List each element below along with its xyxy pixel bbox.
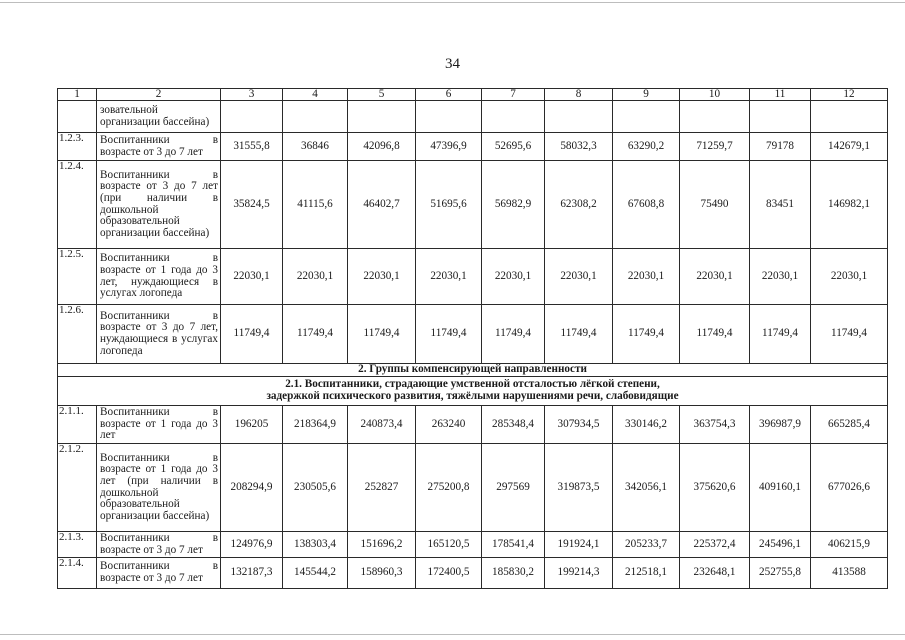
table-row [58,249,888,305]
value-cell: 185830,2 [482,558,545,589]
value-cell: 138303,4 [283,532,348,558]
value-cell: 71259,7 [680,133,750,161]
value-cell: 58032,3 [545,133,613,161]
row-code-cell: 2.1.2. [58,444,97,532]
value-cell: 199214,3 [545,558,613,589]
value-cell: 406215,9 [811,532,888,558]
row-code-cell: 1.2.3. [58,133,97,161]
value-cell: 232648,1 [680,558,750,589]
value-cell: 47396,9 [416,133,482,161]
column-number-cell: 8 [545,89,613,101]
value-cell: 252755,8 [750,558,811,589]
value-cell: 330146,2 [613,406,680,444]
value-cell: 275200,8 [416,444,482,532]
value-cell: 297569 [482,444,545,532]
row-description-cell: Воспитанники в возрасте от 3 до 7 лет (при наличии в дошкольной образовательной организации бассейна) [97,161,221,249]
value-cell: 79178 [750,133,811,161]
value-cell: 11749,4 [545,305,613,364]
value-cell: 11749,4 [416,305,482,364]
value-cell: 151696,2 [348,532,416,558]
table-row [58,532,888,558]
value-cell: 212518,1 [613,558,680,589]
table-row [58,133,888,161]
value-cell [416,101,482,133]
column-number-row [58,89,888,101]
value-cell: 677026,6 [811,444,888,532]
value-cell: 225372,4 [680,532,750,558]
value-cell: 205233,7 [613,532,680,558]
value-cell [221,101,283,133]
column-number-cell: 1 [58,89,97,101]
table-row [58,406,888,444]
value-cell: 35824,5 [221,161,283,249]
value-cell: 22030,1 [221,249,283,305]
row-description-cell: Воспитанники в возрасте от 3 до 7 лет [97,133,221,161]
value-cell: 11749,4 [221,305,283,364]
column-number-cell: 6 [416,89,482,101]
value-cell [482,101,545,133]
value-cell: 75490 [680,161,750,249]
value-cell: 11749,4 [811,305,888,364]
value-cell: 132187,3 [221,558,283,589]
value-cell: 31555,8 [221,133,283,161]
column-number-cell: 4 [283,89,348,101]
value-cell [613,101,680,133]
value-cell: 124976,9 [221,532,283,558]
value-cell: 52695,6 [482,133,545,161]
section-header-row [58,364,888,377]
row-code-cell: 2.1.3. [58,532,97,558]
column-number-cell: 9 [613,89,680,101]
value-cell: 263240 [416,406,482,444]
table-row [58,444,888,532]
value-cell [545,101,613,133]
value-cell: 51695,6 [416,161,482,249]
value-cell: 252827 [348,444,416,532]
value-cell: 165120,5 [416,532,482,558]
page-number: 34 [445,56,460,72]
value-cell [750,101,811,133]
row-description-cell: Воспитанники в возрасте от 3 до 7 лет [97,532,221,558]
row-code-cell: 1.2.4. [58,161,97,249]
subsection-header-row [58,377,888,406]
value-cell: 665285,4 [811,406,888,444]
column-number-cell: 10 [680,89,750,101]
value-cell: 245496,1 [750,532,811,558]
subsection-title-line-1: 2.1. Воспитанники, страдающие умственной отсталостью лёгкой степени, [285,378,660,391]
value-cell: 11749,4 [482,305,545,364]
row-code-cell: 2.1.4. [58,558,97,589]
row-code-cell [58,101,97,133]
bottom-edge-line [0,634,905,635]
continuation-row [58,101,888,133]
value-cell: 307934,5 [545,406,613,444]
row-code-cell: 1.2.6. [58,305,97,364]
section-title: 2. Группы компенсирующей направленности [58,364,888,377]
value-cell: 11749,4 [613,305,680,364]
value-cell: 319873,5 [545,444,613,532]
column-number-cell: 11 [750,89,811,101]
row-code-cell: 2.1.1. [58,406,97,444]
table-row [58,161,888,249]
row-description-cell: зовательной организации бассейна) [97,101,221,133]
top-edge-line [0,2,905,3]
value-cell: 63290,2 [613,133,680,161]
column-number-cell: 12 [811,89,888,101]
tariff-table [57,88,888,589]
value-cell: 240873,4 [348,406,416,444]
value-cell: 409160,1 [750,444,811,532]
value-cell [811,101,888,133]
value-cell: 22030,1 [416,249,482,305]
value-cell: 158960,3 [348,558,416,589]
row-description-cell: Воспитанники в возрасте от 1 года до 3 лет, нуждающиеся в услугах логопеда [97,249,221,305]
value-cell: 22030,1 [811,249,888,305]
value-cell: 172400,5 [416,558,482,589]
value-cell: 363754,3 [680,406,750,444]
value-cell: 11749,4 [750,305,811,364]
value-cell [680,101,750,133]
column-number-cell: 5 [348,89,416,101]
value-cell: 22030,1 [680,249,750,305]
column-number-cell: 7 [482,89,545,101]
value-cell: 36846 [283,133,348,161]
value-cell: 178541,4 [482,532,545,558]
value-cell: 191924,1 [545,532,613,558]
value-cell: 56982,9 [482,161,545,249]
column-number-cell: 2 [97,89,221,101]
value-cell: 22030,1 [482,249,545,305]
value-cell: 83451 [750,161,811,249]
row-description-cell: Воспитанники в возрасте от 3 до 7 лет [97,558,221,589]
value-cell: 11749,4 [283,305,348,364]
table-row [58,558,888,589]
value-cell: 22030,1 [613,249,680,305]
value-cell: 145544,2 [283,558,348,589]
value-cell: 230505,6 [283,444,348,532]
value-cell: 22030,1 [750,249,811,305]
value-cell [283,101,348,133]
value-cell: 41115,6 [283,161,348,249]
subsection-title-line-2: задержкой психического развития, тяжёлыми нарушениями речи, слабовидящие [266,390,679,402]
value-cell: 375620,6 [680,444,750,532]
value-cell: 413588 [811,558,888,589]
value-cell: 218364,9 [283,406,348,444]
value-cell: 62308,2 [545,161,613,249]
value-cell: 22030,1 [283,249,348,305]
value-cell: 142679,1 [811,133,888,161]
value-cell: 46402,7 [348,161,416,249]
value-cell: 67608,8 [613,161,680,249]
row-description-cell: Воспитанники в возрасте от 3 до 7 лет, нуждающиеся в услугах логопеда [97,305,221,364]
value-cell: 208294,9 [221,444,283,532]
column-number-cell: 3 [221,89,283,101]
table-row [58,305,888,364]
value-cell: 42096,8 [348,133,416,161]
value-cell [348,101,416,133]
row-description-cell: Воспитанники в возрасте от 1 года до 3 лет [97,406,221,444]
table-body [58,89,888,589]
row-code-cell: 1.2.5. [58,249,97,305]
value-cell: 11749,4 [680,305,750,364]
value-cell: 11749,4 [348,305,416,364]
value-cell: 196205 [221,406,283,444]
value-cell: 396987,9 [750,406,811,444]
subsection-title [58,377,888,406]
row-description-cell: Воспитанники в возрасте от 1 года до 3 лет (при наличии в дошкольной образовательной организации бассейна) [97,444,221,532]
value-cell: 22030,1 [545,249,613,305]
value-cell: 22030,1 [348,249,416,305]
value-cell: 342056,1 [613,444,680,532]
value-cell: 146982,1 [811,161,888,249]
value-cell: 285348,4 [482,406,545,444]
